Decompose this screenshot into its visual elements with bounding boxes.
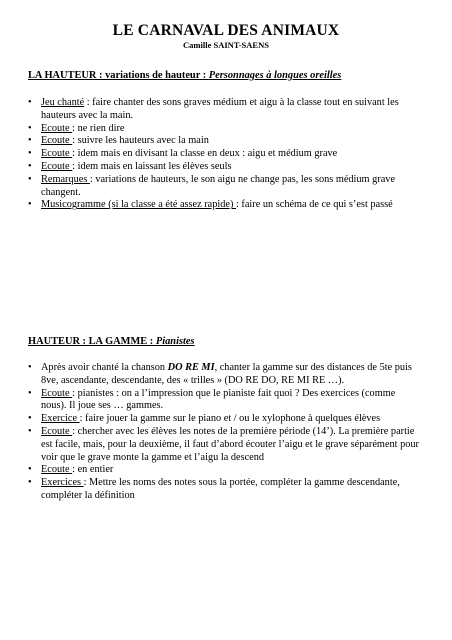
bullet-icon: • bbox=[28, 387, 32, 399]
section-heading-italic: Pianistes bbox=[155, 336, 195, 347]
item-text: : en entier bbox=[72, 464, 114, 476]
list-item bbox=[28, 148, 420, 161]
item-label: Exercice bbox=[41, 413, 80, 425]
list-item bbox=[28, 388, 420, 414]
item-text: : faire un schéma de ce qui s’est passé bbox=[236, 199, 393, 211]
item-text: : faire chanter des sons graves médium et aigu à la classe tout en suivant les hauteurs avec la main. bbox=[41, 97, 399, 121]
document-subtitle: Camille SAINT-SAENS bbox=[183, 40, 269, 50]
item-text: : pianistes : on a l’impression que le pianiste fait quoi ? Des exercices (comme nous). Il joue ses … gammes. bbox=[41, 387, 396, 412]
item-label: Musicogramme (si la classe a été assez rapide) bbox=[41, 199, 236, 211]
bullet-icon: • bbox=[28, 464, 32, 476]
item-label: Ecoute bbox=[41, 464, 73, 476]
bullet-icon: • bbox=[28, 362, 32, 373]
item-label: Remarques bbox=[41, 173, 90, 185]
item-label: Ecoute bbox=[41, 425, 73, 437]
item-text: : chercher avec les élèves les notes de la première période (14’). La première partie est facile, mais, pour la deuxième, il faut d’abord écouter l’aigu et le grave séparément pour voir que le grave monte la gamme et l’aigu la descend bbox=[41, 425, 419, 463]
item-text: , chanter la gamme sur des distances de 5te puis 8ve, ascendante, descendante, des « trilles » (DO RE DO, RE MI RE …). bbox=[41, 362, 412, 386]
bullet-icon: • bbox=[28, 97, 32, 108]
list-item bbox=[28, 362, 420, 388]
bullet-icon: • bbox=[28, 173, 32, 185]
section-heading-main: LA HAUTEUR : variations de hauteur : bbox=[28, 70, 209, 81]
item-text: : suivre les hauteurs avec la main bbox=[72, 135, 209, 147]
item-label: Jeu chanté bbox=[41, 97, 85, 108]
item-text: : variations de hauteurs, le son aigu ne change pas, les sons médium grave changent. bbox=[41, 173, 396, 198]
list-item bbox=[28, 464, 420, 477]
item-text: : idem mais en divisant la classe en deux : aigu et médium grave bbox=[72, 148, 338, 160]
section2-list bbox=[28, 362, 420, 503]
bullet-icon: • bbox=[28, 135, 32, 147]
item-text: : Mettre les noms des notes sous la portée, compléter la gamme descendante, compléter la définition bbox=[41, 477, 400, 501]
section-heading-gamme bbox=[28, 336, 195, 347]
list-item bbox=[28, 161, 420, 174]
bullet-icon: • bbox=[28, 160, 32, 172]
bullet-icon: • bbox=[28, 148, 32, 160]
item-label: Ecoute bbox=[41, 135, 73, 147]
section-heading-hauteur bbox=[28, 70, 341, 81]
bullet-icon: • bbox=[28, 477, 32, 489]
item-label: Ecoute bbox=[41, 160, 73, 172]
list-item bbox=[28, 413, 420, 426]
item-text: : faire jouer la gamme sur le piano et / ou le xylophone à quelques élèves bbox=[79, 413, 381, 425]
item-label: Ecoute bbox=[41, 148, 73, 160]
list-item bbox=[28, 426, 420, 464]
bullet-icon: • bbox=[28, 199, 32, 211]
section-heading-main: HAUTEUR : LA GAMME : bbox=[28, 336, 156, 347]
bullet-icon: • bbox=[28, 413, 32, 425]
item-text: : idem mais en laissant les élèves seuls bbox=[72, 160, 232, 172]
song-title: DO RE MI bbox=[167, 362, 215, 373]
list-item bbox=[28, 97, 420, 123]
item-label: Ecoute bbox=[41, 387, 73, 399]
list-item bbox=[28, 174, 420, 200]
item-text: : ne rien dire bbox=[72, 122, 125, 134]
bullet-icon: • bbox=[28, 425, 32, 437]
document-title: LE CARNAVAL DES ANIMAUX bbox=[112, 22, 340, 39]
bullet-icon: • bbox=[28, 122, 32, 134]
item-text: Après avoir chanté la chanson bbox=[41, 362, 168, 373]
section-heading-italic: Personnages à longues oreilles bbox=[208, 70, 342, 81]
list-item bbox=[28, 123, 420, 136]
section1-list bbox=[28, 97, 420, 212]
list-item bbox=[28, 135, 420, 148]
item-label: Exercices bbox=[41, 477, 84, 489]
list-item bbox=[28, 477, 420, 503]
list-item bbox=[28, 199, 420, 212]
item-label: Ecoute bbox=[41, 122, 73, 134]
